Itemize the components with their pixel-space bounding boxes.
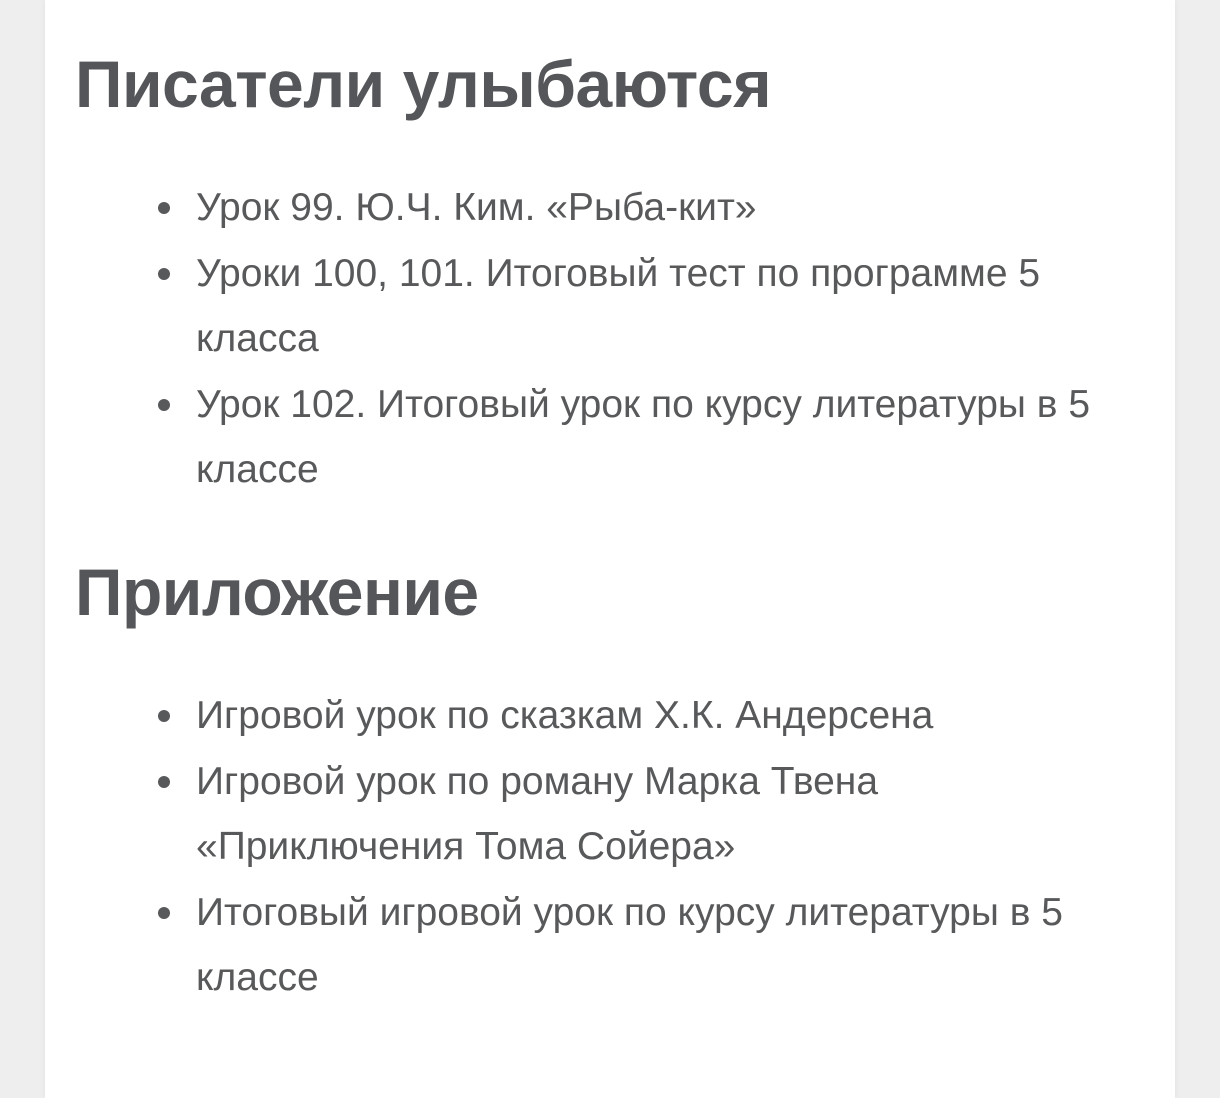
lesson-link-item[interactable] bbox=[196, 372, 1126, 503]
lesson-link-item[interactable] bbox=[196, 683, 1126, 749]
section-title-writers-smile: Писатели улыбаются bbox=[75, 47, 772, 121]
lesson-list-appendix bbox=[196, 683, 1126, 1011]
bullet-icon bbox=[158, 710, 170, 722]
lesson-link-text[interactable]: Игровой урок по сказкам Х.К. Андерсена bbox=[196, 694, 934, 737]
lesson-link-text[interactable]: Игровой урок по роману Марка Твена «Приключения Тома Сойера» bbox=[196, 759, 879, 868]
bullet-icon bbox=[158, 399, 170, 411]
lesson-link-item[interactable] bbox=[196, 749, 1126, 880]
bullet-icon bbox=[158, 907, 170, 919]
bullet-icon bbox=[158, 202, 170, 214]
lesson-link-text[interactable]: Итоговый игровой урок по курсу литературы в 5 классе bbox=[196, 890, 1063, 999]
lesson-link-text[interactable]: Уроки 100, 101. Итоговый тест по программе 5 класса bbox=[196, 251, 1041, 360]
lesson-link-item[interactable] bbox=[196, 880, 1126, 1011]
lesson-link-item[interactable] bbox=[196, 175, 1126, 241]
lesson-link-text[interactable]: Урок 102. Итоговый урок по курсу литературы в 5 классе bbox=[196, 382, 1091, 491]
lesson-link-item[interactable] bbox=[196, 241, 1126, 372]
lesson-list-writers-smile bbox=[196, 175, 1126, 503]
section-title-appendix: Приложение bbox=[75, 555, 479, 629]
bullet-icon bbox=[158, 268, 170, 280]
lesson-link-text[interactable]: Урок 99. Ю.Ч. Ким. «Рыба-кит» bbox=[196, 186, 757, 229]
content-card bbox=[45, 0, 1175, 1098]
bullet-icon bbox=[158, 776, 170, 788]
